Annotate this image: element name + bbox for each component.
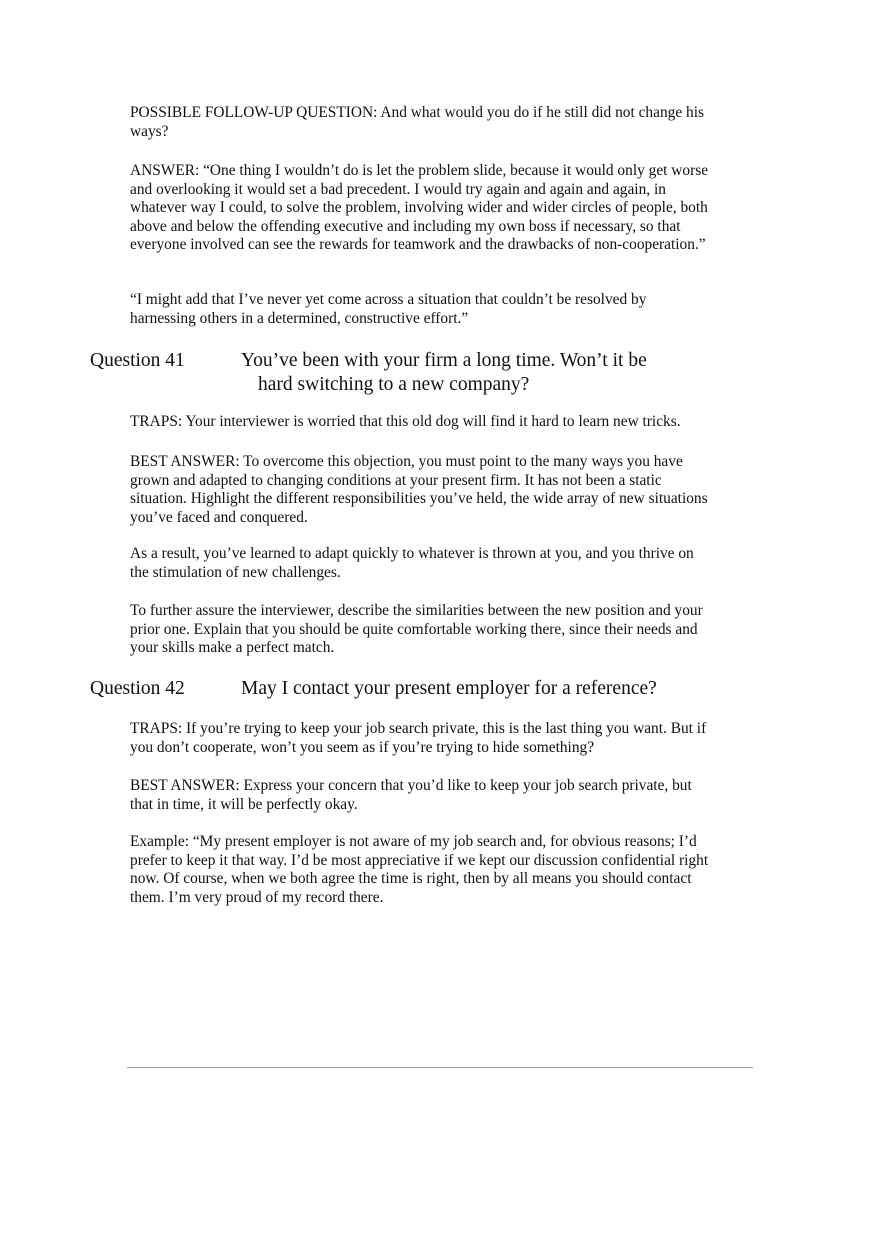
q42-best-answer-paragraph: BEST ANSWER: Express your concern that you’d like to keep your job search private, but that in time, it will be perfectly okay. [130, 777, 692, 813]
q41-best-answer-paragraph: BEST ANSWER: To overcome this objection, you must point to the many ways you have grown and adapted to changing conditions at your present firm. It has not been a static situation. Highlight the different responsibilities you’ve held, the wide array of new situations you’ve faced and conquered. [130, 453, 708, 526]
footer-divider [127, 1067, 753, 1068]
question-41-title-line-2: hard switching to a new company? [258, 374, 530, 395]
q41-result-paragraph: As a result, you’ve learned to adapt quickly to whatever is thrown at you, and you thrive on the stimulation of new challenges. [130, 545, 694, 581]
followup-question-paragraph: POSSIBLE FOLLOW-UP QUESTION: And what would you do if he still did not change his ways? [130, 104, 704, 140]
question-41-title-line-1: You’ve been with your firm a long time. Won’t it be [241, 350, 647, 371]
question-42-label: Question 42 [90, 678, 185, 699]
q42-traps-paragraph: TRAPS: If you’re trying to keep your job search private, this is the last thing you want. But if you don’t cooperate, won’t you seem as if you’re trying to hide something? [130, 720, 707, 756]
question-41-label: Question 41 [90, 350, 185, 371]
q41-assure-paragraph: To further assure the interviewer, describe the similarities between the new position and your prior one. Explain that you should be quite comfortable working there, since their needs and your skills make a perfect match. [130, 602, 703, 657]
q41-traps-paragraph: TRAPS: Your interviewer is worried that this old dog will find it hard to learn new tricks. [130, 413, 681, 430]
question-42-title: May I contact your present employer for a reference? [241, 678, 657, 699]
addendum-paragraph: “I might add that I’ve never yet come across a situation that couldn’t be resolved by harnessing others in a determined, constructive effort.” [130, 291, 647, 327]
q42-example-paragraph: Example: “My present employer is not aware of my job search and, for obvious reasons; I’d prefer to keep it that way. I’d be most appreciative if we kept our discussion confidential right now. Of course, when we both agree the time is right, then by all means you should contact them. I’m very proud of my record there. [130, 833, 709, 906]
answer-paragraph: ANSWER: “One thing I wouldn’t do is let the problem slide, because it would only get worse and overlooking it would set a bad precedent. I would try again and again and again, in whatever way I could, to solve the problem, involving wider and wider circles of people, both above and below the offending executive and including my own boss if necessary, so that everyone involved can see the rewards for teamwork and the drawbacks of non-cooperation.” [130, 162, 709, 254]
